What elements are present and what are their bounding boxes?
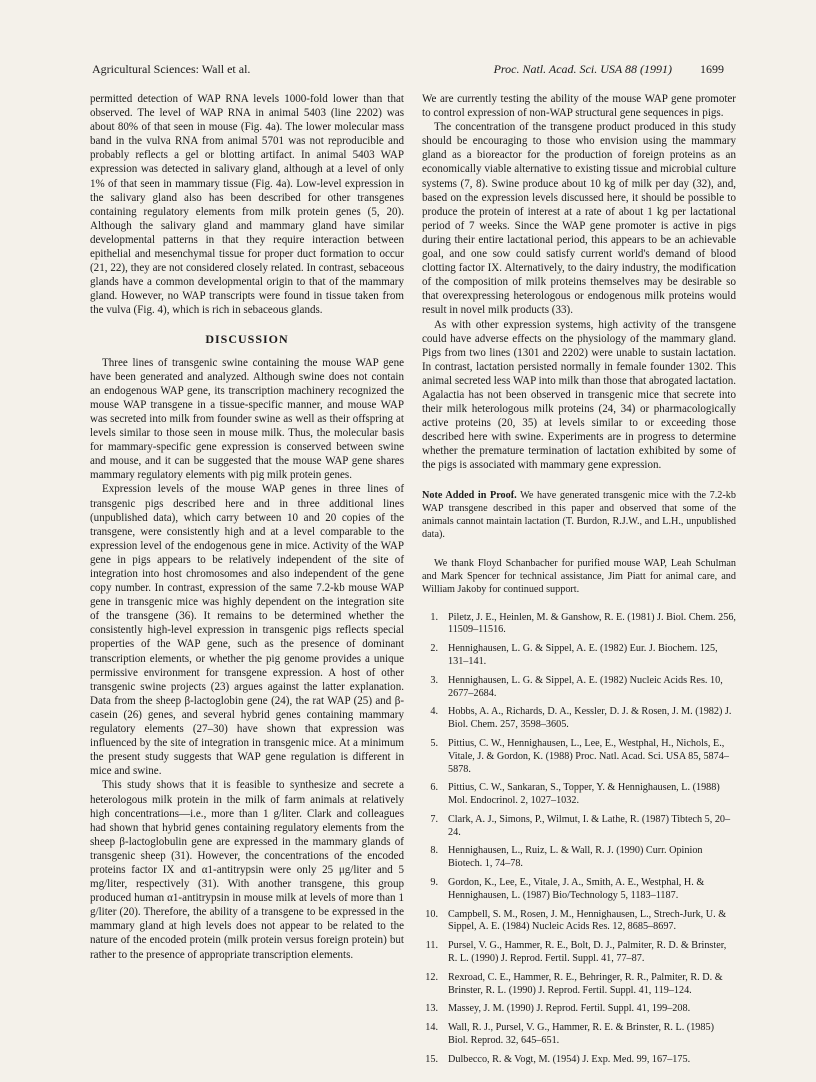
acknowledgments: We thank Floyd Schanbacher for purified mouse WAP, Leah Schulman and Mark Spencer for technical assistance, Jim Piatt for animal care, and William Jakoby for continued support. bbox=[422, 557, 736, 595]
reference-text: Hennighausen, L., Ruiz, L. & Wall, R. J. (1990) Curr. Opinion Biotech. 1, 74–78. bbox=[448, 845, 703, 870]
reference-number: 5. bbox=[430, 737, 438, 749]
reference-item bbox=[422, 612, 736, 638]
reference-text: Campbell, S. M., Rosen, J. M., Hennighausen, L., Strech-Jurk, U. & Sippel, A. E. (1984) Nucleic Acids Res. 12, 8685–8697. bbox=[448, 908, 727, 933]
reference-text: Pittius, C. W., Sankaran, S., Topper, Y. & Hennighausen, L. (1988) Mol. Endocrinol. 2, 1027–1032. bbox=[448, 782, 720, 807]
reference-text: Gordon, K., Lee, E., Vitale, J. A., Smith, A. E., Westphal, H. & Hennighausen, L. (1987) Bio/Technology 5, 1183–1187. bbox=[448, 877, 705, 901]
reference-text: Pursel, V. G., Hammer, R. E., Bolt, D. J., Palmiter, R. D. & Brinster, R. L. (1990) J. Reprod. Fertil. Suppl. 41, 77–87. bbox=[448, 940, 727, 965]
reference-number: 8. bbox=[430, 845, 438, 857]
reference-number: 9. bbox=[430, 877, 438, 889]
reference-item bbox=[422, 845, 736, 871]
paragraph: Three lines of transgenic swine containing the mouse WAP gene have been generated and analyzed. Although swine does not contain an endogenous WAP gene, its transcription machinery recognized the mouse WAP transgene in a tissue-specific manner, and mouse WAP was secreted into milk from founder swine as well as their offspring at levels similar to those seen in mouse milk. Thus, the molecular basis for mammary-specific gene expression is conserved between swine and mouse, and it can be suggested that the mouse WAP gene shares mammary regulatory elements with pig milk protein genes. bbox=[90, 356, 404, 482]
paragraph: Expression levels of the mouse WAP genes in three lines of transgenic pigs described here and in three additional lines (unpublished data), which carry between 10 and 20 copies of the transgene, were consistently high and at a level comparable to the expression level of the endogenous gene in mice. Activity of the WAP gene in pigs appears to be relatively independent of the site of integration into host chromosomes and also independent of the gene copy number. In contrast, expression of the same 7.2-kb mouse WAP gene in transgenic mice was highly dependent on the integration site of the transgene (36). It remains to be determined whether the consistently high-level expression in transgenic pigs reflects special properties of the WAP gene, such as the presence of dominant transcription elements, or whether the pig genome provides a unique permissive environment for transgene expression. A host of other transgenic swine projects (23) argues against the latter explanation. Data from the sheep β-lactoglobin gene (24), the rat WAP (25) and β-casein (26) genes, and several hybrid genes containing mammary regulatory elements (27–30) have shown that expression was influenced by the site of integration in transgenic mice. At a minimum the present study suggests that WAP gene regulation is different in mice and swine. bbox=[90, 483, 404, 778]
reference-number: 3. bbox=[430, 674, 438, 686]
reference-number: 15. bbox=[425, 1053, 438, 1065]
reference-item bbox=[422, 1022, 736, 1048]
paragraph: permitted detection of WAP RNA levels 1000-fold lower than that observed. The level of WAP RNA in animal 5403 (line 2202) was about 80% of that seen in mouse (Fig. 4a). The lower molecular mass band in the vulva RNA from animal 5701 was not reproducible and probably reflects a gel or blotting artifact. In animal 5403 WAP expression was detected in salivary gland, although at a level of only 1% of that seen in mammary tissue (Fig. 4a). Low-level expression in the salivary gland also has been described for other transgenes containing regulatory elements from milk protein genes (5, 20). Although the salivary gland and mammary gland have similar developmental patterns in that they require interaction between epithelial and mesenchymal tissue for proper duct formation to occur (21, 22), they are not considered closely related. In contrast, sebaceous glands have a common developmental origin to that of the mammary gland. However, no WAP transcripts were found in tissue taken from the vulva (Fig. 4), which is rich in sebaceous glands. bbox=[90, 93, 404, 317]
section-heading: DISCUSSION bbox=[205, 331, 289, 346]
reference-item bbox=[422, 675, 736, 701]
running-head-section: Agricultural Sciences: Wall et al. bbox=[92, 62, 251, 76]
reference-number: 2. bbox=[430, 643, 438, 655]
reference-number: 13. bbox=[425, 1003, 438, 1015]
reference-number: 12. bbox=[425, 971, 438, 983]
paragraph: As with other expression systems, high activity of the transgene could have adverse effects on the physiology of the mammary gland. Pigs from two lines (1301 and 2202) were unable to sustain lactation. In contrast, lactation persisted normally in female founder 1302. This animal secreted less WAP into milk than those that abrogated lactation. Agalactia has not been observed in transgenic mice that secrete into their milk heterologous milk proteins (24, 34) or pharmacologically active proteins (20, 35) at levels similar to or exceeding those described here with swine. Experiments are in progress to determine whether the premature termination of lactation exhibited by some of the pigs is associated with mammary gene expression. bbox=[422, 318, 736, 472]
reference-text: Clark, A. J., Simons, P., Wilmut, I. & Lathe, R. (1987) Tibtech 5, 20–24. bbox=[448, 813, 731, 838]
reference-item bbox=[422, 877, 736, 903]
note-text: We have generated transgenic mice with the 7.2-kb WAP transgene described in this paper and observed that some of the animals cannot maintain lactation (T. Burdon, R.J.W., and L.H., unpublished data). bbox=[422, 489, 736, 540]
reference-text: Wall, R. J., Pursel, V. G., Hammer, R. E. & Brinster, R. L. (1985) Biol. Reprod. 32, 645–651. bbox=[448, 1022, 714, 1047]
reference-text: Hennighausen, L. G. & Sippel, A. E. (1982) Nucleic Acids Res. 10, 2677–2684. bbox=[448, 674, 723, 699]
page-number: 1699 bbox=[700, 62, 724, 76]
reference-item bbox=[422, 706, 736, 732]
reference-item bbox=[422, 909, 736, 935]
reference-text: Hennighausen, L. G. & Sippel, A. E. (1982) Eur. J. Biochem. 125, 131–141. bbox=[448, 643, 718, 667]
reference-number: 14. bbox=[425, 1022, 438, 1034]
paragraph: The concentration of the transgene product produced in this study should be encouraging to those who envision using the mammary gland as a bioreactor for the production of foreign proteins as an economically viable alternative to existing tissue and microbial culture systems (7, 8). Swine produce about 10 kg of milk per day (32), and, based on the expression levels discussed here, it should be possible to produce the protein of interest at a rate of about 1 kg per lactational period of 7 weeks. Since the WAP gene promoter is active in pigs during their entire lactational period, this appears to be an achievable goal, and one sow could satisfy current world's demand of blood clotting factor IX. Alternatively, to the dairy industry, the modification of the composition of milk proteins themselves may be desirable so that overexpressing heterologous or endogenous milk proteins would result in novel milk products (33). bbox=[422, 121, 736, 317]
reference-item bbox=[422, 814, 736, 840]
reference-item bbox=[422, 738, 736, 776]
reference-number: 4. bbox=[430, 706, 438, 718]
paragraph: This study shows that it is feasible to synthesize and secrete a heterologous milk protein in the milk of farm animals at relatively high concentrations—i.e., more than 1 g/liter. Clark and colleagues had shown that hybrid genes containing regulatory elements from the sheep β-lactoglobulin gene are expressed in the mammary glands of transgenic sheep (31). However, the concentrations of the encoded proteins factor IX and α1-antitrypsin were only 25 μg/liter and 5 mg/liter, respectively (31). With another transgene, this group produced human α1-antitrypsin in mouse milk at levels of more than 1 g/liter (20). Therefore, the ability of a transgene to be expressed in the mammary gland at high levels does not appear to be related to the nature of the encoded protein (milk protein versus foreign protein) but rather to the presence of appropriate transcription elements. bbox=[90, 779, 404, 961]
reference-text: Massey, J. M. (1990) J. Reprod. Fertil. Suppl. 41, 199–208. bbox=[448, 1003, 691, 1015]
reference-list bbox=[422, 612, 736, 1067]
reference-text: Rexroad, C. E., Hammer, R. E., Behringer, R. R., Palmiter, R. D. & Brinster, R. L. (1990) J. Reprod. Fertil. Suppl. 41, 119–124. bbox=[448, 971, 723, 996]
reference-item bbox=[422, 1054, 736, 1067]
reference-number: 6. bbox=[430, 782, 438, 794]
journal-citation bbox=[494, 62, 724, 77]
reference-text: Piletz, J. E., Heinlen, M. & Ganshow, R. E. (1981) J. Biol. Chem. 256, 11509–11516. bbox=[448, 611, 736, 636]
reference-text: Hobbs, A. A., Richards, D. A., Kessler, D. J. & Rosen, J. M. (1982) J. Biol. Chem. 257, 3598–3605. bbox=[448, 706, 732, 731]
journal-name: Proc. Natl. Acad. Sci. USA 88 (1991) bbox=[493, 62, 672, 76]
right-column bbox=[422, 92, 736, 1073]
note-label: Note Added in Proof. bbox=[422, 489, 517, 501]
reference-number: 10. bbox=[425, 908, 438, 920]
reference-item bbox=[422, 643, 736, 669]
reference-number: 1. bbox=[430, 611, 438, 623]
reference-number: 11. bbox=[425, 940, 438, 952]
reference-text: Dulbecco, R. & Vogt, M. (1954) J. Exp. Med. 99, 167–175. bbox=[448, 1053, 691, 1065]
reference-item bbox=[422, 1003, 736, 1016]
paragraph: We are currently testing the ability of the mouse WAP gene promoter to control expression of non-WAP structural gene sequences in pigs. bbox=[422, 93, 736, 120]
reference-number: 7. bbox=[430, 813, 438, 825]
note-added-in-proof bbox=[422, 489, 736, 541]
left-column bbox=[90, 92, 404, 962]
reference-item bbox=[422, 782, 736, 808]
reference-item bbox=[422, 940, 736, 966]
reference-item bbox=[422, 972, 736, 998]
reference-text: Pittius, C. W., Hennighausen, L., Lee, E., Westphal, H., Nichols, E., Vitale, J. & Gordon, K. (1988) Proc. Natl. Acad. Sci. USA 85, 5874–5878. bbox=[448, 737, 729, 775]
running-header bbox=[92, 62, 724, 82]
